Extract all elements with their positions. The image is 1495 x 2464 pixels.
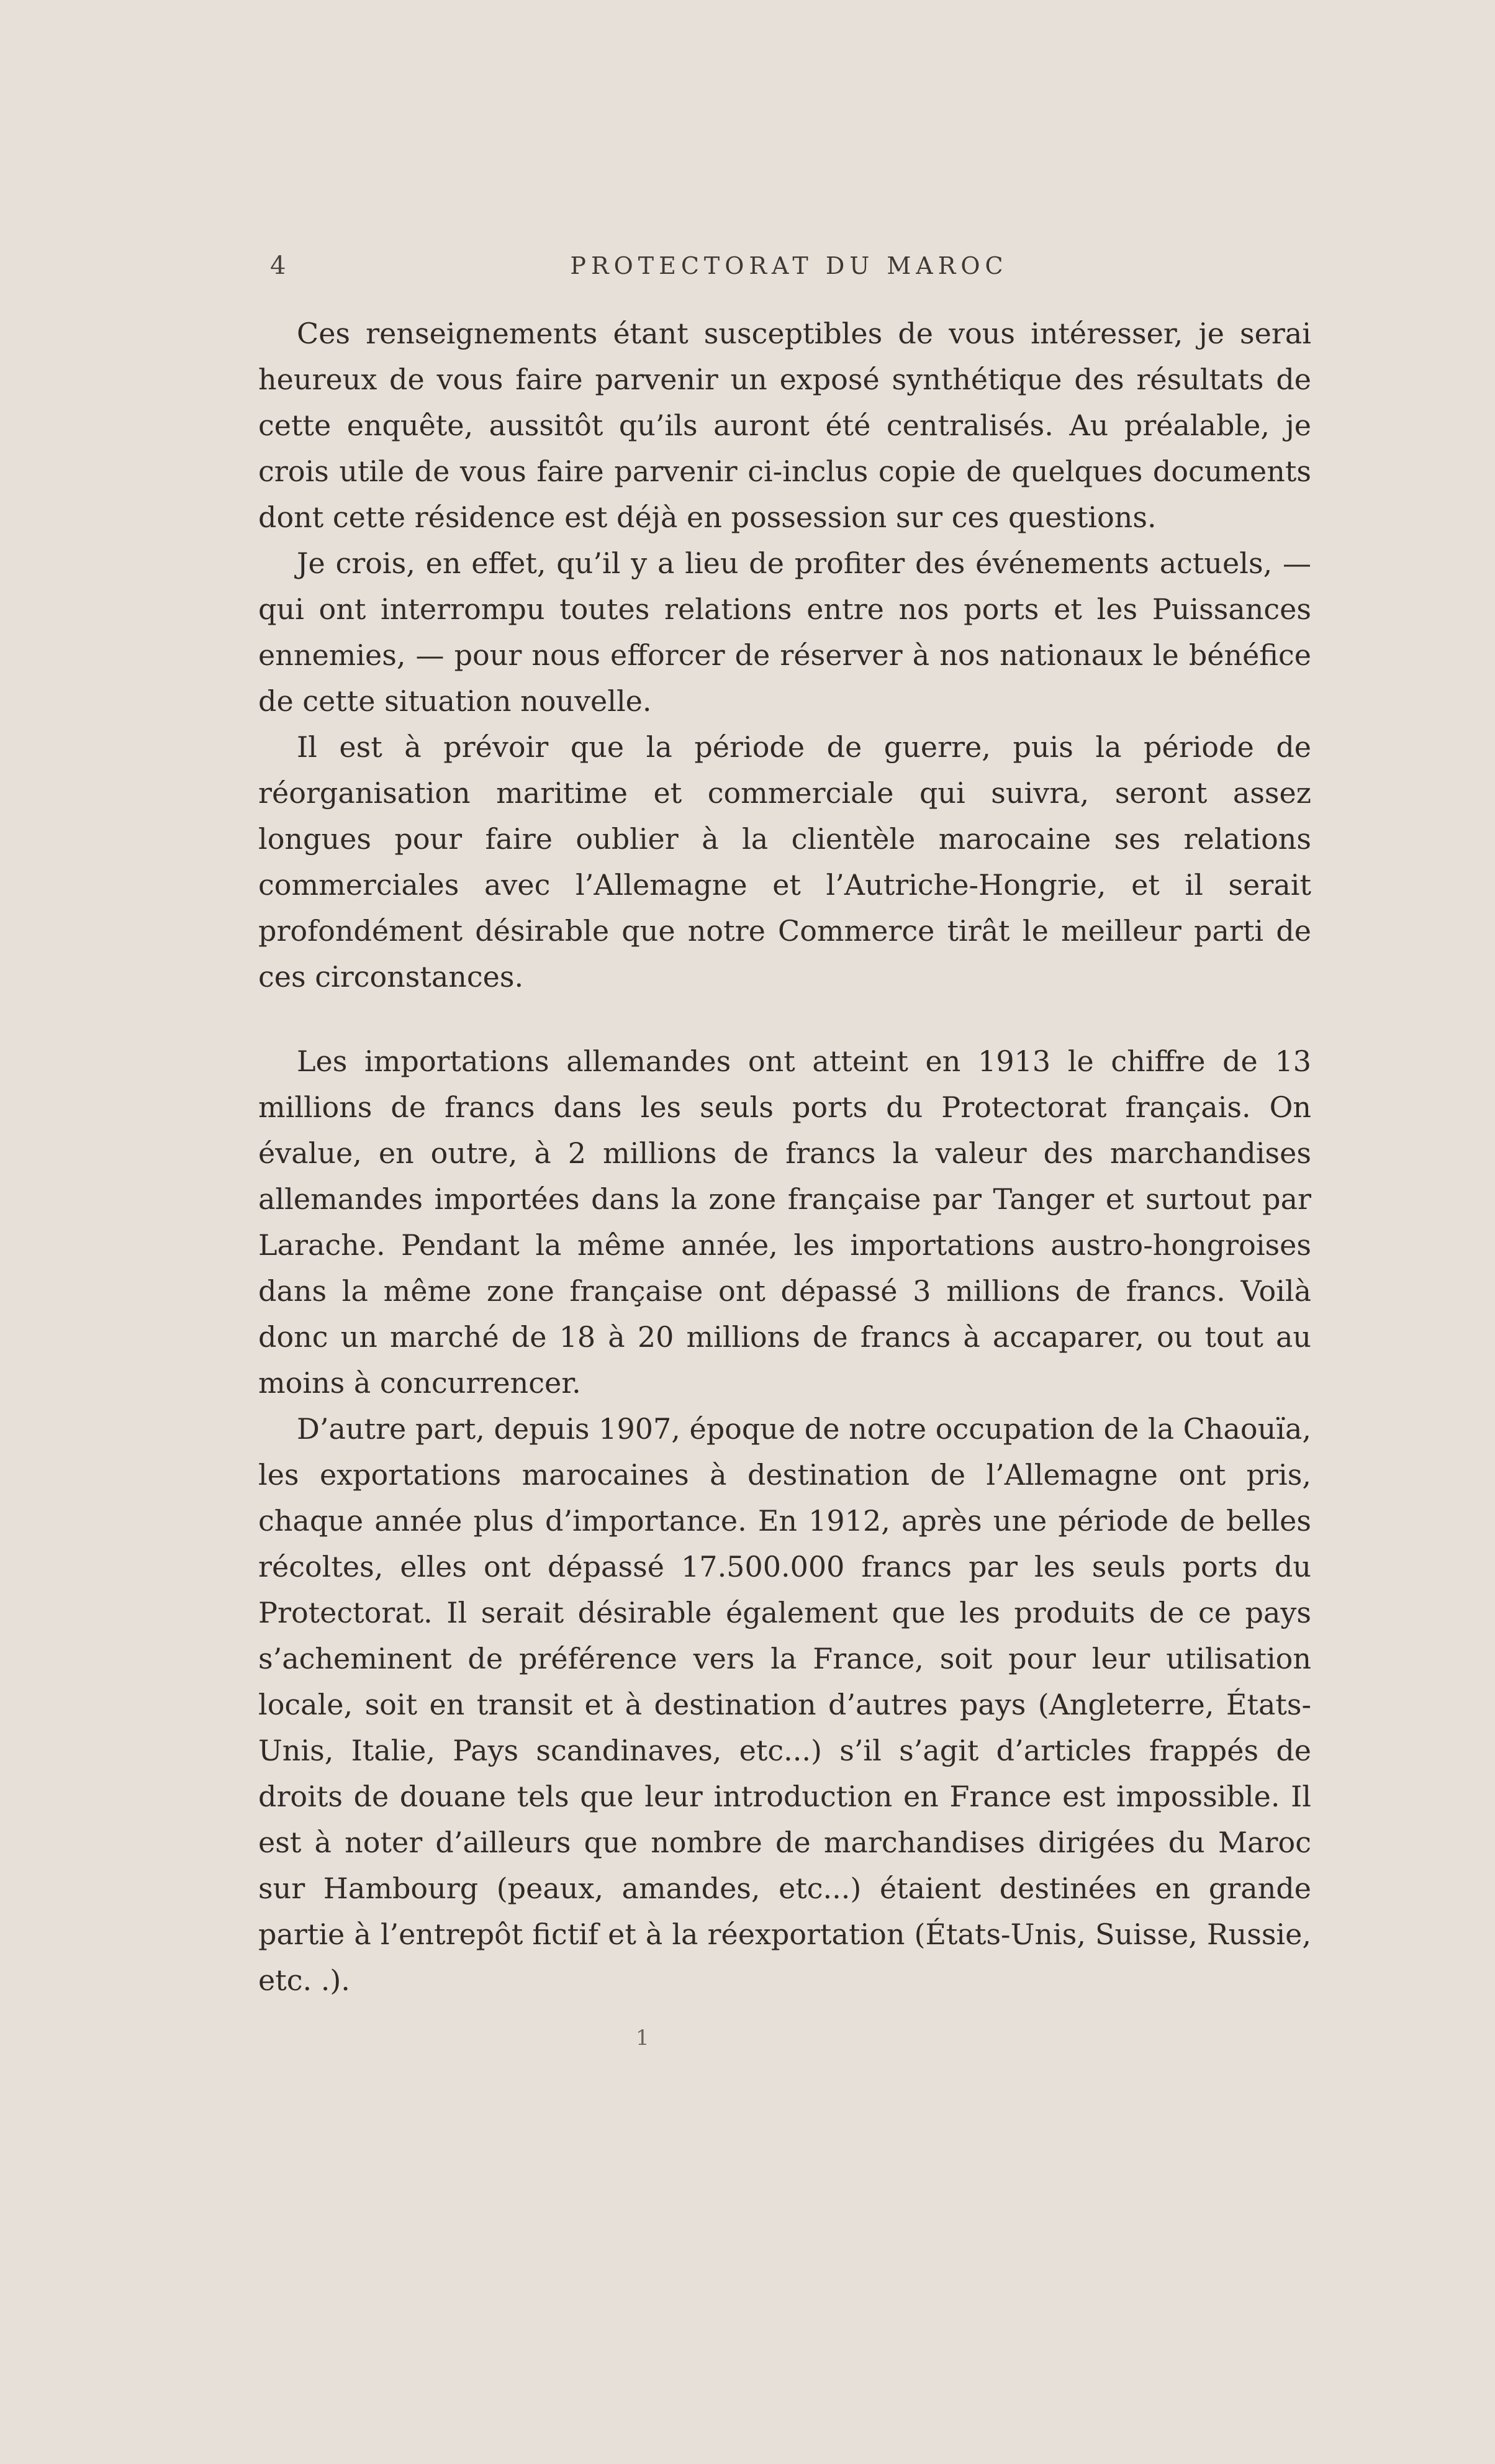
paragraph-2: Je crois, en effet, qu’il y a lieu de profiter des événements actuels, — qui ont interrompu toutes relations entre nos ports et les Puissances ennemies, — pour nous efforcer de réserver à nos nationaux le bénéfice de cette situation nouvelle. bbox=[258, 546, 1311, 718]
page-number: 4 bbox=[270, 251, 286, 280]
footer-mark: 1 bbox=[636, 2026, 649, 2050]
running-title: PROTECTORAT DU MAROC bbox=[570, 252, 1008, 279]
page-header bbox=[270, 247, 1308, 284]
paragraph-3: Il est à prévoir que la période de guerre, puis la période de réorganisation maritime et commerciale qui suivra, seront assez longues pour faire oublier à la clientèle marocaine ses relations commerciales avec l’Allemagne et l’Autriche-Hongrie, et il serait profondément désirable que notre Commerce tirât le meilleur parti de ces circonstances. bbox=[258, 730, 1311, 994]
body-text bbox=[258, 310, 1311, 2003]
paragraph-5: D’autre part, depuis 1907, époque de notre occupation de la Chaouïa, les exportations marocaines à destination de l’Allemagne ont pris, chaque année plus d’importance. En 1912, après une période de belles récoltes, elles ont dépassé 17.500.000 francs par les seuls ports du Protectorat. Il serait désirable également que les produits de ce pays s’acheminent de préférence vers la France, soit pour leur utilisation locale, soit en transit et à destination d’autres pays (Angleterre, États-Unis, Italie, Pays scandinaves, etc...) s’il s’agit d’articles frappés de droits de douane tels que leur introduction en France est impossible. Il est à noter d’ailleurs que nombre de marchandises dirigées du Maroc sur Hambourg (peaux, amandes, etc...) étaient destinées en grande partie à l’entrepôt fictif et à la réexportation (États-Unis, Suisse, Russie, etc. .). bbox=[258, 1412, 1311, 1997]
paragraph-1: Ces renseignements étant susceptibles de vous intéresser, je serai heureux de vous faire parvenir un exposé synthétique des résultats de cette enquête, aussitôt qu’ils auront été centralisés. Au préalable, je crois utile de vous faire parvenir ci-inclus copie de quelques documents dont cette résidence est déjà en possession sur ces questions. bbox=[258, 317, 1311, 534]
paragraph-4: Les importations allemandes ont atteint en 1913 le chiffre de 13 millions de francs dans les seuls ports du Protectorat français. On évalue, en outre, à 2 millions de francs la valeur des marchandises allemandes importées dans la zone française par Tanger et surtout par Larache. Pendant la même année, les importations austro-hongroises dans la même zone française ont dépassé 3 millions de francs. Voilà donc un marché de 18 à 20 millions de francs à accaparer, ou tout au moins à concurrencer. bbox=[258, 1044, 1311, 1400]
